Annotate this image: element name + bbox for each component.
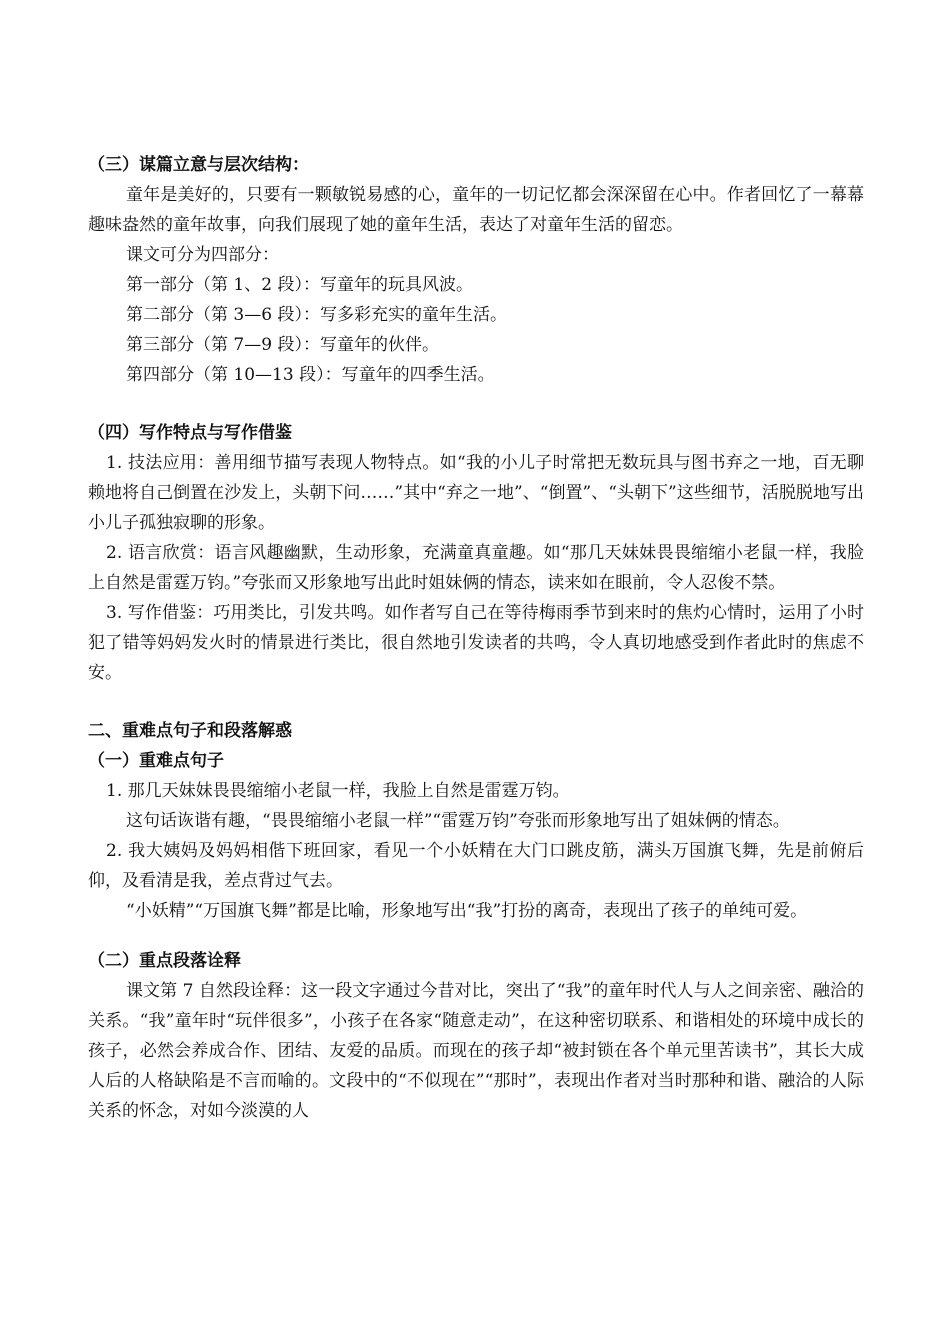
section-heading-structure: （三）谋篇立意与层次结构： bbox=[88, 155, 309, 175]
list-item: 1. 那几天妹妹畏畏缩缩小老鼠一样，我脸上自然是雷霆万钧。 bbox=[106, 781, 570, 801]
list-item: 第一部分（第 1、2 段）：写童年的玩具风波。 bbox=[126, 275, 473, 295]
paragraph-explanation: 这句话诙谐有趣，“畏畏缩缩小老鼠一样”“雷霆万钧”夸张而形象地写出了姐妹俩的情态。 bbox=[126, 811, 790, 831]
subsection-heading-sentences: （一）重难点句子 bbox=[88, 751, 224, 771]
subsection-heading-paragraphs: （二）重点段落诠释 bbox=[88, 951, 241, 971]
section-heading-difficult: 二、重难点句子和段落解惑 bbox=[88, 721, 292, 741]
list-item: 2. 语言欣赏：语言风趣幽默，生动形象，充满童真童趣。如“那几天妹妹畏畏缩缩小老鼠一样，我脸上自然是雷霆万钧。”夸张而又形象地写出此时姐妹俩的情态，读来如在眼前，令人忍俊不禁。 bbox=[88, 543, 865, 593]
list-item: 第三部分（第 7—9 段）：写童年的伙伴。 bbox=[126, 335, 439, 355]
paragraph-intro: 童年是美好的，只要有一颗敏锐易感的心，童年的一切记忆都会深深留在心中。作者回忆了一幕幕趣味盎然的童年故事，向我们展现了她的童年生活，表达了对童年生活的留恋。 bbox=[88, 185, 864, 235]
list-item: 1. 技法应用：善用细节描写表现人物特点。如“我的小儿子时常把无数玩具与图书弃之一地，百无聊赖地将自己倒置在沙发上，头朝下问……”其中“弃之一地”、“倒置”、“头朝下”这些细节，活脱脱地写出小儿子孤独寂聊的形象。 bbox=[88, 453, 864, 533]
paragraph-interpretation: 课文第 7 自然段诠释：这一段文字通过今昔对比，突出了“我”的童年时代人与人之间亲密、融洽的关系。“我”童年时“玩伴很多”，小孩子在各家“随意走动”，在这种密切联系、和谐相处的环境中成长的孩子，必然会养成合作、团结、友爱的品质。而现在的孩子却“被封锁在各个单元里苦读书”，其长大成人后的人格缺陷是不言而喻的。文段中的“不似现在”“那时”，表现出作者对当时那种和谐、融洽的人际关系的怀念，对如今淡漠的人 bbox=[88, 981, 864, 1121]
paragraph-parts-intro: 课文可分为四部分： bbox=[126, 245, 279, 265]
list-item: 第四部分（第 10—13 段）：写童年的四季生活。 bbox=[126, 365, 495, 385]
section-heading-writing: （四）写作特点与写作借鉴 bbox=[88, 423, 292, 443]
list-item: 2. 我大姨妈及妈妈相偕下班回家，看见一个小妖精在大门口跳皮筋，满头万国旗飞舞，先是前俯后仰，及看清是我，差点背过气去。 bbox=[88, 841, 864, 891]
list-item: 第二部分（第 3—6 段）：写多彩充实的童年生活。 bbox=[126, 305, 507, 325]
paragraph-explanation: “小妖精”“万国旗飞舞”都是比喻，形象地写出“我”打扮的离奇，表现出了孩子的单纯可爱。 bbox=[126, 901, 808, 921]
document-page bbox=[88, 150, 864, 1126]
list-item: 3. 写作借鉴：巧用类比，引发共鸣。如作者写自己在等待梅雨季节到来时的焦灼心情时，运用了小时犯了错等妈妈发火时的情景进行类比，很自然地引发读者的共鸣，令人真切地感受到作者此时的焦虑不安。 bbox=[88, 603, 864, 683]
